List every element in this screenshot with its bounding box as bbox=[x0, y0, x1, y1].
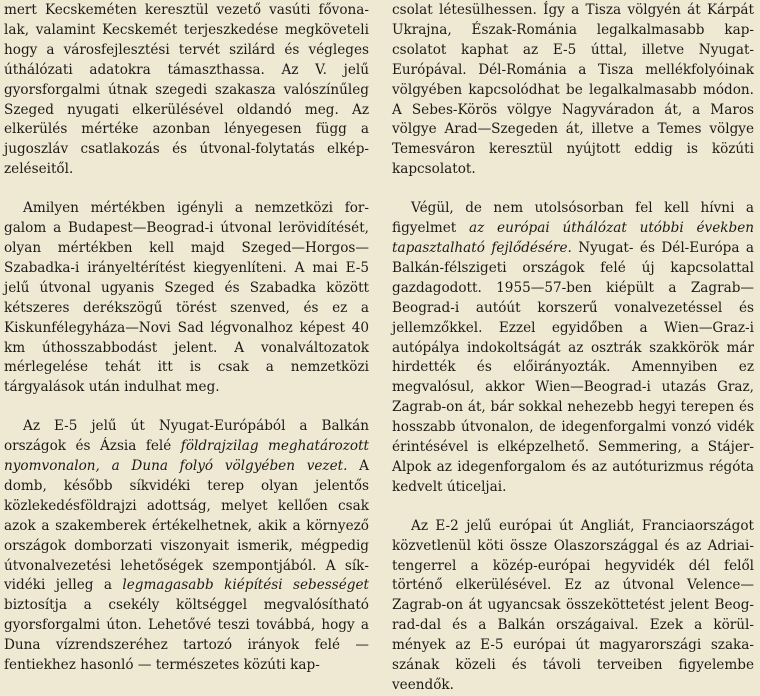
paragraph bbox=[4, 417, 369, 676]
body-text: A domb, később síkvidéki terep olyan jelentős közlekedésföldrajzi adottság, melyet kellően csak azok a szakemberek értékelhetnek, akik a környező országok domborzati viszonyait ismerik, mégpedig útvonalvezetési lehetőségek szempontjából. A síkvidéki jelleg a bbox=[4, 458, 369, 594]
emphasis-text: az európai úthálózat utóbbi években tapasztalható fejlődésére. bbox=[392, 220, 755, 256]
paragraph bbox=[4, 1, 369, 180]
right-column bbox=[392, 1, 754, 696]
body-text: Amilyen mértékben igényli a nemzetközi forgalom a Budapest—Beograd-i útvonal lerövidítését, olyan mértékben kell majd Szeged—Horgos—Szabadka-i irányeltérítést kiegyenlíteni. A mai E-5 jelű útvonal ugyanis Szeged és Szabadka között kétszeres derékszögű törést szenved, és ez a Kiskunfélegyháza—Novi Sad légvonalhoz képest 40 km úthosszabbodást jelent. A vonalváltozatok mérlegelése tehát itt is csak a nemzetközi tárgyalások után indulhat meg. bbox=[4, 200, 369, 396]
body-text: biztosítja a csekély költséggel megvalósítható gyorsforgalmi úton. Lehetővé teszi továbbá, hogy a Duna vízrendszeréhez tartozó irányok felé — fentiekhez hasonló — természetes közúti kap- bbox=[4, 597, 369, 674]
paragraph bbox=[392, 1, 754, 180]
left-column bbox=[4, 1, 369, 676]
body-text: Nyugat- és Dél-Európa a Balkán-félszigeti országok felé új kapcsolattal gazdagodott. 1955—57-ben kiépült a Zagrab—Beograd-i autóút korszerű vonalvezetéssel és jellemzőkkel. Ezzel egyidőben a Wien—Graz-i autópálya indokoltságát az osztrák szakkörök már hirdették és előirányozták. Amennyiben ez megvalósul, akkor Wien—Beograd-i utazás Graz, Zagrab-on át, bár sokkal nehezebb hegyi terepen és hosszabb útvonalon, de idegenforgalmi vonzó vidék érintésével is elképzelhető. Semmering, a Stájer-Alpok az idegenforgalom és az autóturizmus régóta kedvelt úticeljai. bbox=[392, 239, 754, 495]
body-text: Az E-2 jelű európai út Angliát, Franciaországot közvetlenül köti össze Olaszországgal és az Adriai-tengerrel a közép-európai hegyvidék dél felől történő elkerülésével. Ez az útvonal Velence—Zagrab-on át ugyancsak összeköttetést jelent Beograd-dal és a Balkán országaival. Ezek a körülmények az E-5 európai út magyarországi szakaszának közeli és távoli terveiben figyelembe veendők. bbox=[392, 517, 754, 693]
paragraph bbox=[392, 199, 754, 498]
body-text: Az E-5 jelű út Nyugat-Európából a Balkán országok és Ázsia felé bbox=[4, 418, 369, 455]
body-text: Végül, de nem utolsósorban fel kell hívni a figyelmet bbox=[392, 200, 754, 237]
paragraph bbox=[4, 199, 369, 398]
emphasis-text: földrajzilag meghatározott nyomvonalon, a Duna folyó völgyében vezet. bbox=[4, 438, 369, 475]
body-text: mert Kecskeméten keresztül vezető vasúti fővonalak, valamint Kecskemét terjeszkedése megköveteli hogy a városfejlesztési tervét szilárd és végleges úthálózati adatokra támaszthassa. Az V. jelű gyorsforgalmi útnak szegedi szakasza valószínűleg Szeged nyugati elkerülésével oldandó meg. Az elkerülés mértéke azonban lényegesen függ a jugoszláv csatlakozás és útvonal-folytatás elképzeléseitől. bbox=[4, 2, 369, 178]
body-text: csolat létesülhessen. Így a Tisza völgyén át Kárpát Ukrajna, Észak-Románia legalkalmasabb kapcsolatot kaphat az E-5 úttal, illetve Nyugat-Európával. Dél-Románia a Tisza mellékfolyóinak völgyében kapcsolódhat be legalkalmasabb módon. A Sebes-Körös völgye Nagyváradon át, a Maros völgye Arad—Szegeden át, illetve a Temes völgye Temesváron keresztül nyújtott eddig is közúti kapcsolatot. bbox=[392, 2, 754, 178]
paragraph bbox=[392, 517, 754, 696]
emphasis-text: legmagasabb kiépítési sebességet bbox=[122, 577, 369, 594]
